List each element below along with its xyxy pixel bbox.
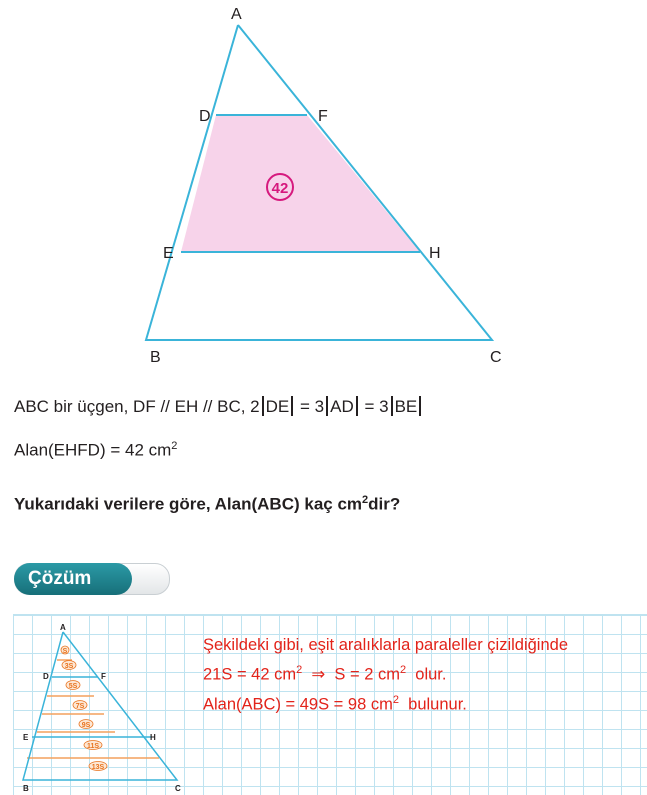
question-suffix: dir?	[368, 494, 401, 514]
solution-line-3-a: Alan(ABC) = 49S = 98 cm	[203, 695, 393, 714]
area-given-exponent: 2	[171, 440, 178, 452]
solution-header	[14, 563, 170, 595]
strip-label-3: 5S	[68, 683, 78, 690]
label-B: B	[150, 349, 161, 366]
mini-label-C: C	[175, 784, 181, 793]
solution-line-2-a: 21S = 42 cm	[203, 665, 297, 684]
statement-line-1	[14, 396, 423, 417]
segment-de: DE	[265, 397, 290, 416]
solution-title: Çözüm	[14, 563, 132, 595]
equals-1: = 3	[300, 397, 325, 416]
mini-label-D: D	[43, 672, 49, 681]
solution-line-1	[203, 636, 568, 655]
label-E: E	[163, 245, 174, 262]
solution-line-3	[203, 694, 467, 715]
strip-label-1: S	[62, 648, 68, 655]
label-F: F	[318, 108, 328, 125]
solution-line-2-b: S = 2 cm	[334, 665, 400, 684]
solution-line-3-exp: 2	[392, 694, 399, 706]
mini-label-H: H	[150, 733, 156, 742]
equals-2: = 3	[364, 397, 389, 416]
trapezoid-EHFD-fill	[181, 115, 420, 252]
solution-line-2-exp1: 2	[296, 664, 303, 676]
implies-arrow: ⇒	[311, 665, 326, 684]
question-exponent: 2	[362, 494, 369, 506]
label-D: D	[199, 108, 211, 125]
segment-ad: AD	[330, 397, 354, 416]
mini-label-E: E	[23, 733, 29, 742]
solution-line-1-text: Şekildeki gibi, eşit aralıklarla paraleller çizildiğinde	[203, 636, 569, 654]
solution-line-2-c: olur.	[415, 665, 447, 684]
strip-label-6: 11S	[86, 743, 100, 750]
solution-line-2	[203, 664, 446, 685]
question	[14, 494, 400, 515]
statement-prefix: ABC bir üçgen, DF // EH // BC, 2	[14, 397, 260, 416]
strip-label-5: 9S	[81, 722, 91, 729]
mini-label-B: B	[23, 784, 29, 793]
main-triangle-figure	[0, 0, 647, 380]
question-prefix: Yukarıdaki verilere göre, Alan(ABC) kaç cm	[14, 494, 363, 514]
mini-triangle-figure	[14, 620, 194, 794]
solution-line-2-exp2: 2	[399, 664, 407, 676]
strip-label-7: 13S	[91, 764, 105, 771]
segment-be: BE	[394, 397, 418, 416]
mini-label-A: A	[60, 623, 66, 632]
label-H: H	[429, 245, 441, 262]
area-value: 42	[271, 180, 289, 197]
label-C: C	[490, 349, 502, 366]
strip-label-2: 3S	[64, 663, 74, 670]
mini-label-F: F	[101, 672, 106, 681]
solution-line-3-b: bulunur.	[408, 695, 467, 714]
statement-line-2	[14, 440, 177, 461]
strip-label-4: 7S	[75, 703, 85, 710]
label-A: A	[231, 6, 242, 23]
area-given: Alan(EHFD) = 42 cm	[14, 440, 172, 460]
